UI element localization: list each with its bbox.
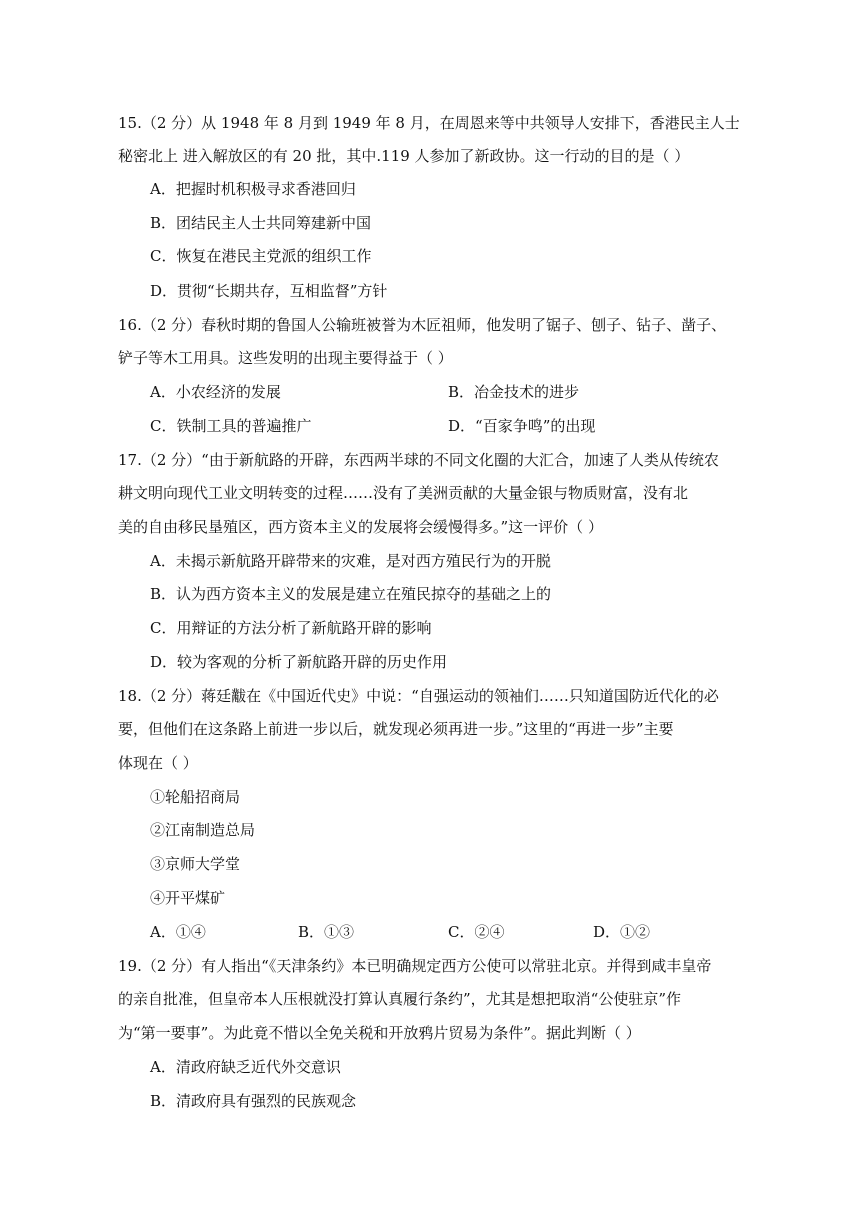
- question-19-stem-line-1: 19.（2 分）有人指出“《天津条约》本已明确规定西方公使可以常驻北京。并得到咸丰皇帝: [118, 957, 712, 975]
- question-17-stem-line-2: 耕文明向现代工业文明转变的过程……没有了美洲贡献的大量金银与物质财富，没有北: [118, 484, 689, 502]
- question-16-option-b: B．冶金技术的进步: [448, 383, 580, 401]
- question-19-option-b: B．清政府具有强烈的民族观念: [150, 1092, 357, 1110]
- question-18-option-c: C．②④: [448, 923, 505, 941]
- question-17-option-b: B．认为西方资本主义的发展是建立在殖民掠夺的基础之上的: [150, 585, 552, 603]
- question-17-stem-line-3: 美的自由移民垦殖区，西方资本主义的发展将会缓慢得多。”这一评价（ ）: [118, 518, 603, 536]
- question-16-stem-line-2: 铲子等木工用具。这些发明的出现主要得益于（ ）: [118, 349, 453, 367]
- question-15-option-d: D．贯彻“长期共存，互相监督”方针: [150, 282, 388, 300]
- question-17-option-c: C．用辩证的方法分析了新航路开辟的影响: [150, 619, 432, 637]
- question-18-stem-line-2: 要，但他们在这条路上前进一步以后，就发现必须再进一步。”这里的“再进一步”主要: [118, 720, 674, 738]
- question-18-option-d: D．①②: [593, 923, 651, 941]
- question-18-option-b: B．①③: [298, 923, 355, 941]
- question-15-option-b: B．团结民主人士共同筹建新中国: [150, 214, 372, 232]
- question-19-stem-line-2: 的亲自批准，但皇帝本人压根就没打算认真履行条约”，尤其是想把取消“公使驻京”作: [118, 990, 682, 1008]
- question-18-stem-line-3: 体现在（ ）: [118, 754, 198, 772]
- question-16-option-d: D．“百家争鸣”的出现: [448, 417, 596, 435]
- question-18-item-1: ①轮船招商局: [150, 788, 241, 806]
- question-16-stem-line-1: 16.（2 分）春秋时期的鲁国人公输班被誉为木匠祖师，他发明了锯子、刨子、钻子、凿子、: [118, 316, 727, 334]
- question-15-option-a: A．把握时机积极寻求香港回归: [150, 180, 356, 198]
- question-15-stem-line-1: 15.（2 分）从 1948 年 8 月到 1949 年 8 月，在周恩来等中共领导人安排下，香港民主人士: [118, 114, 740, 132]
- question-19-option-a: A．清政府缺乏近代外交意识: [150, 1058, 341, 1076]
- question-17-stem-line-1: 17.（2 分）“由于新航路的开辟，东西两半球的不同文化圈的大汇合，加速了人类从传统农: [118, 451, 719, 469]
- question-18-item-2: ②江南制造总局: [150, 821, 256, 839]
- question-18-option-a: A．①④: [150, 923, 206, 941]
- question-18-item-4: ④开平煤矿: [150, 889, 226, 907]
- question-17-option-d: D．较为客观的分析了新航路开辟的历史作用: [150, 653, 448, 671]
- question-18-stem-line-1: 18.（2 分）蒋廷黻在《中国近代史》中说：“自强运动的领袖们……只知道国防近代化的必: [118, 687, 719, 705]
- question-15-option-c: C．恢复在港民主党派的组织工作: [150, 247, 372, 265]
- question-16-option-c: C．铁制工具的普遍推广: [150, 417, 312, 435]
- question-16-option-a: A．小农经济的发展: [150, 383, 281, 401]
- question-15-stem-line-2: 秘密北上 进入解放区的有 20 批，其中.119 人参加了新政协。这一行动的目的是（ ）: [118, 147, 690, 165]
- question-18-item-3: ③京师大学堂: [150, 855, 241, 873]
- question-17-option-a: A．未揭示新航路开辟带来的灾难，是对西方殖民行为的开脱: [150, 552, 551, 570]
- question-19-stem-line-3: 为“第一要事”。为此竟不惜以全免关税和开放鸦片贸易为条件”。据此判断（ ）: [118, 1024, 641, 1042]
